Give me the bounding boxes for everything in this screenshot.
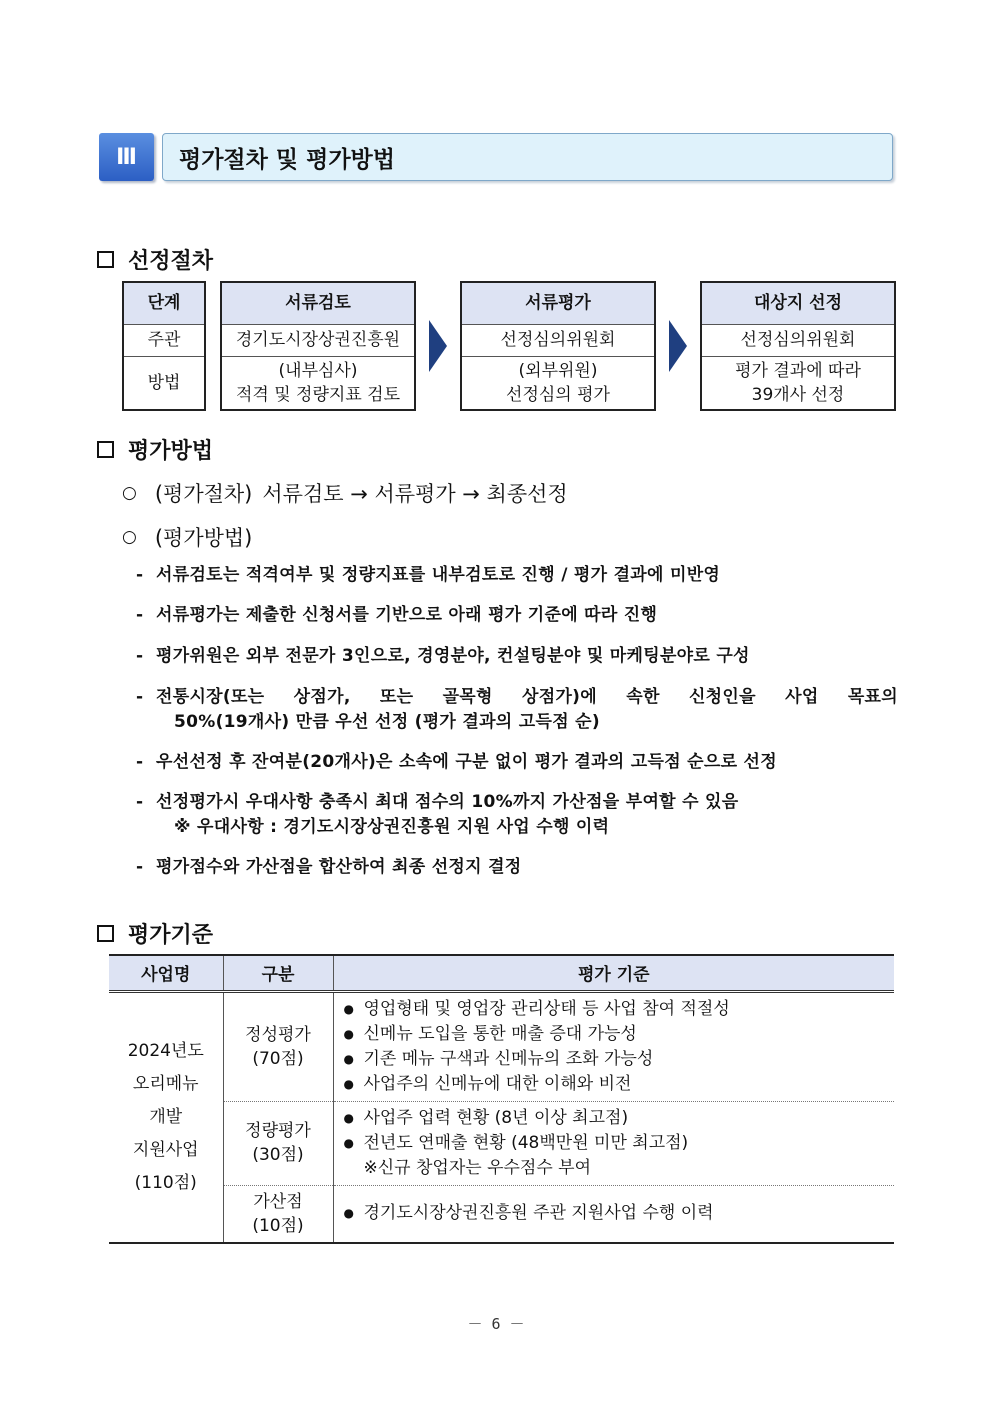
method-heading: [97, 434, 213, 465]
flow-row-labels: [122, 281, 206, 411]
method-item: - 전통시장(또는 상점가, 또는 골목형 상점가)에 속한 신청인을 사업 목표의 50%(19개사) 만큼 우선 선정 (평가 결과의 고득점 순): [136, 687, 898, 732]
page-number: － 6 －: [467, 1315, 525, 1333]
project-name-cell: 2024년도 오리메뉴 개발 지원사업 (110점): [109, 991, 223, 1243]
checkbox-square-icon: [97, 251, 114, 268]
bullet-icon: ●: [343, 1206, 354, 1221]
category-cell: 정성평가 (70점): [223, 991, 333, 1101]
flow-step-2: [460, 281, 656, 411]
criteria-items-cell: ● 사업주 업력 현황 (8년 이상 최고점) ● 전년도 연매출 현황 (48백만원 미만 최고점) ※신규 창업자는 우수점수 부여: [333, 1101, 894, 1185]
method-item: - 평가위원은 외부 전문가 3인으로, 경영분야, 컨설팅분야 및 마케팅분야로 구성: [136, 646, 750, 666]
category-cell: 가산점 (10점): [223, 1185, 333, 1243]
method-heading-text: 평가방법: [128, 439, 214, 464]
step-title: 서류검토: [221, 282, 415, 324]
section-number-badge: Ⅲ: [99, 133, 154, 181]
procedure-label: (평가절차): [154, 482, 253, 506]
method-label: (평가방법): [154, 526, 253, 550]
bullet-icon: ●: [343, 1135, 354, 1150]
criteria-items-cell: ● 영업형태 및 영업장 관리상태 등 사업 참여 적절성 ● 신메뉴 도입을 통한 매출 증대 가능성 ● 기존 메뉴 구색과 신메뉴의 조화 가능성 ● 사업주의 신메뉴에 대한 이해와 비전: [333, 991, 894, 1101]
table-row: [109, 1185, 894, 1243]
step-host: 선정심의위원회: [461, 324, 655, 356]
procedure-text: 서류검토 → 서류평가 → 최종선정: [262, 482, 568, 506]
bullet-icon: ●: [343, 1110, 354, 1125]
method-item: - 평가점수와 가산점을 합산하여 최종 선정지 결정: [136, 857, 522, 877]
flow-arrow-icon: [429, 320, 447, 372]
section-title: 평가절차 및 평가방법: [162, 133, 893, 181]
step-host: 경기도시장상권진흥원: [221, 324, 415, 356]
circle-bullet-icon: ○: [122, 483, 137, 503]
flow-arrow-icon: [669, 320, 687, 372]
step-title: 대상지 선정: [701, 282, 895, 324]
step-title: 서류평가: [461, 282, 655, 324]
selection-heading-text: 선정절차: [128, 249, 214, 274]
bullet-icon: ●: [343, 1051, 354, 1066]
col-header-project: 사업명: [109, 955, 223, 991]
circle-bullet-icon: ○: [122, 527, 137, 547]
method-line: [122, 522, 252, 552]
method-item: - 선정평가시 우대사항 충족시 최대 점수의 10%까지 가산점을 부여할 수 있음 ※ 우대사항 : 경기도시장상권진흥원 지원 사업 수행 이력: [136, 792, 739, 837]
category-cell: 정량평가 (30점): [223, 1101, 333, 1185]
flow-step-1: [220, 281, 416, 411]
checkbox-square-icon: [97, 441, 114, 458]
method-item: - 서류평가는 제출한 신청서를 기반으로 아래 평가 기준에 따라 진행: [136, 605, 658, 625]
criteria-table: [109, 954, 894, 1244]
bullet-icon: ●: [343, 1076, 354, 1091]
selection-heading: [97, 244, 213, 275]
flow-step-3: [700, 281, 896, 411]
method-item: - 서류검토는 적격여부 및 정량지표를 내부검토로 진행 / 평가 결과에 미반영: [136, 565, 721, 585]
step-method: 평가 결과에 따라 39개사 선정: [701, 356, 895, 410]
method-item: - 우선선정 후 잔여분(20개사)은 소속에 구분 없이 평가 결과의 고득점 순으로 선정: [136, 752, 777, 772]
bullet-icon: ●: [343, 1026, 354, 1041]
label-method: 방법: [123, 356, 205, 410]
step-host: 선정심의위원회: [701, 324, 895, 356]
table-row: [109, 1101, 894, 1185]
criteria-heading-text: 평가기준: [128, 923, 214, 948]
step-method: (외부위원) 선정심의 평가: [461, 356, 655, 410]
col-header-criteria: 평가 기준: [333, 955, 894, 991]
step-method: (내부심사) 적격 및 정량지표 검토: [221, 356, 415, 410]
bullet-icon: ●: [343, 1001, 354, 1016]
checkbox-square-icon: [97, 925, 114, 942]
procedure-line: [122, 478, 568, 508]
criteria-heading: [97, 918, 213, 949]
label-host: 주관: [123, 324, 205, 356]
col-header-category: 구분: [223, 955, 333, 991]
table-row: [109, 991, 894, 1101]
label-stage: 단계: [123, 282, 205, 324]
criteria-items-cell: ● 경기도시장상권진흥원 주관 지원사업 수행 이력: [333, 1185, 894, 1243]
